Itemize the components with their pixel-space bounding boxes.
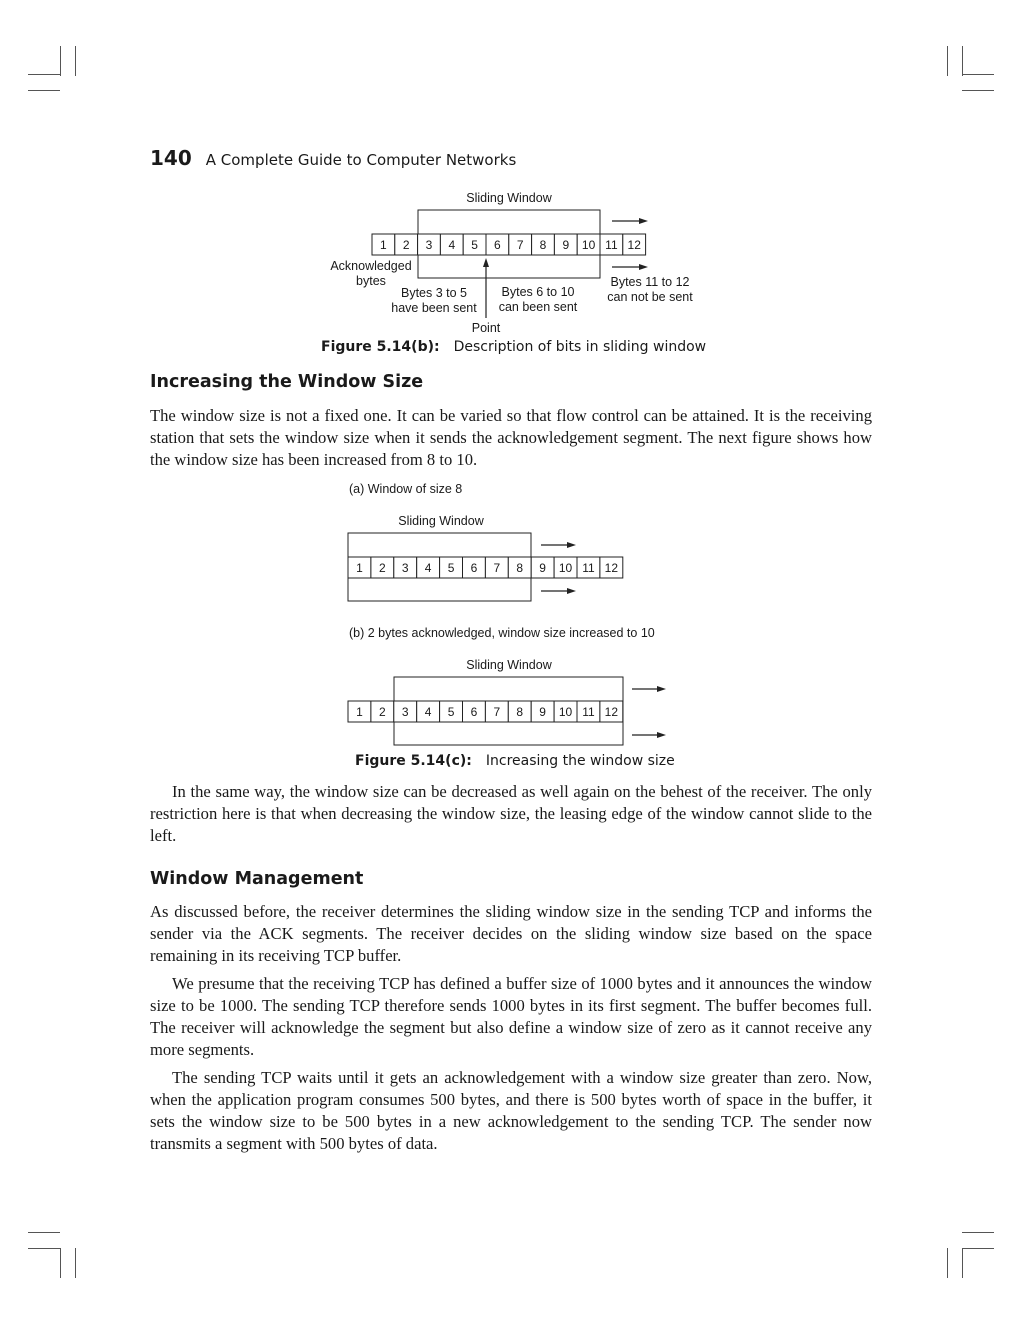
paragraph-window-management-1: As discussed before, the receiver determines the sliding window size in the sending TCP and informs the sender via the ACK segments. The receiver decides on the sliding window size based on the space remaining in its receiving TCP buffer.	[150, 902, 872, 965]
byte-cell-label: 4	[424, 705, 432, 719]
byte-cell-label: 2	[402, 238, 410, 252]
figure-5-14c-caption	[355, 753, 675, 769]
part-a-window-title: Sliding Window	[398, 514, 484, 528]
part-a-byte-cells	[348, 557, 623, 578]
byte-cell-label: 6	[470, 561, 478, 575]
byte-cell-label: 11	[582, 561, 595, 575]
byte-cell-label: 12	[604, 561, 619, 575]
byte-cell-label: 10	[558, 561, 573, 575]
caption-text: Description of bits in sliding window	[453, 339, 707, 355]
caption-text: Increasing the window size	[485, 753, 675, 769]
paragraph-window-management-2: We presume that the receiving TCP has defined a buffer size of 1000 bytes and it announces the window size to be 1000. The sending TCP therefore sends 1000 bytes in its first segment. The buffer becomes full. The receiver will acknowledge the segment but also define a window size of zero as it cannot receive any more segments.	[150, 974, 872, 1059]
byte-cell-label: 5	[447, 705, 455, 719]
not-sent-label-2: can not be sent	[607, 290, 693, 304]
acknowledged-label: Acknowledged	[330, 259, 412, 273]
part-a-arrow-top	[541, 542, 576, 548]
byte-cell-label: 6	[494, 238, 501, 252]
paragraph-window-size: The window size is not a fixed one. It can be varied so that flow control can be attained. It is the receiving station that sets the window size when it sends the acknowledgement segment. The next figure shows how the window size has been increased from 8 to 10.	[150, 406, 872, 469]
byte-cell-label: 12	[604, 705, 619, 719]
byte-cell-label: 1	[356, 705, 363, 719]
part-a-arrow-bottom	[541, 588, 576, 594]
acknowledged-label-2: bytes	[356, 274, 386, 288]
not-sent-label: Bytes 11 to 12	[610, 275, 690, 289]
byte-cell-label: 2	[379, 561, 386, 575]
forward-arrow-top	[612, 218, 648, 224]
byte-cell-label: 9	[539, 705, 546, 719]
page-number: 140	[150, 146, 192, 170]
sliding-window-title: Sliding Window	[466, 191, 552, 205]
section-heading-window-management: Window Management	[150, 869, 364, 889]
figure-5-14b-diagram	[0, 0, 1023, 345]
forward-arrow-bottom	[612, 264, 648, 270]
can-send-label: Bytes 6 to 10	[501, 285, 575, 299]
paragraph-window-management-3: The sending TCP waits until it gets an acknowledgement with a window size greater than zero. Now, when the application program consumes 500 bytes, and there is 500 bytes worth of space in the buffer, it sets the window size to be 500 bytes in a new acknowledgement to the sending TCP. The sender now transmits a segment with 500 bytes of data.	[150, 1068, 872, 1153]
byte-cell-label: 7	[516, 238, 524, 252]
paragraph-decrease-window: In the same way, the window size can be decreased as well again on the behest of the receiver. The only restriction here is that when decreasing the window size, the leasing edge of the window cannot slide to the left.	[150, 782, 872, 845]
figure-5-14c-diagram	[0, 470, 1023, 755]
sent-label-2: have been sent	[391, 301, 477, 315]
byte-cell-label: 4	[424, 561, 432, 575]
byte-cell-label: 4	[448, 238, 456, 252]
part-b-arrow-bottom	[632, 732, 666, 738]
byte-cell-label: 1	[356, 561, 363, 575]
sent-label: Bytes 3 to 5	[400, 286, 468, 300]
pointer-arrow	[483, 258, 489, 318]
byte-cell-label: 11	[605, 238, 618, 252]
byte-cell-label: 3	[401, 705, 409, 719]
byte-cell-label: 1	[380, 238, 387, 252]
byte-cell-label: 7	[493, 561, 501, 575]
byte-cell-label: 5	[471, 238, 478, 252]
byte-cell-label: 10	[581, 238, 596, 252]
caption-label: Figure 5.14(c):	[355, 753, 472, 769]
byte-cell-label: 8	[539, 238, 547, 252]
byte-cell-label: 9	[539, 561, 546, 575]
part-b-window-title: Sliding Window	[466, 658, 552, 672]
byte-cell-label: 7	[493, 705, 501, 719]
part-b-label: (b) 2 bytes acknowledged, window size increased to 10	[349, 626, 655, 640]
byte-cell-label: 6	[470, 705, 478, 719]
part-b-byte-cells	[348, 701, 623, 722]
byte-cell-label: 3	[401, 561, 409, 575]
section-heading-increasing-window: Increasing the Window Size	[150, 372, 424, 392]
can-send-label-2: can been sent	[498, 300, 578, 314]
byte-cell-label: 8	[516, 705, 524, 719]
part-b-arrow-top	[632, 686, 666, 692]
caption-label: Figure 5.14(b):	[321, 339, 440, 355]
part-a-label: (a) Window of size 8	[349, 482, 463, 496]
book-title: A Complete Guide to Computer Networks	[205, 151, 517, 169]
byte-cell-label: 5	[447, 561, 455, 575]
point-label: Point	[471, 321, 501, 335]
byte-cell-label: 3	[425, 238, 433, 252]
byte-cells	[372, 234, 646, 255]
byte-cell-label: 12	[627, 238, 641, 252]
byte-cell-label: 2	[379, 705, 386, 719]
byte-cell-label: 9	[562, 238, 570, 252]
byte-cell-label: 10	[558, 705, 573, 719]
byte-cell-label: 11	[582, 705, 595, 719]
byte-cell-label: 8	[516, 561, 524, 575]
figure-5-14b-caption	[321, 339, 706, 355]
